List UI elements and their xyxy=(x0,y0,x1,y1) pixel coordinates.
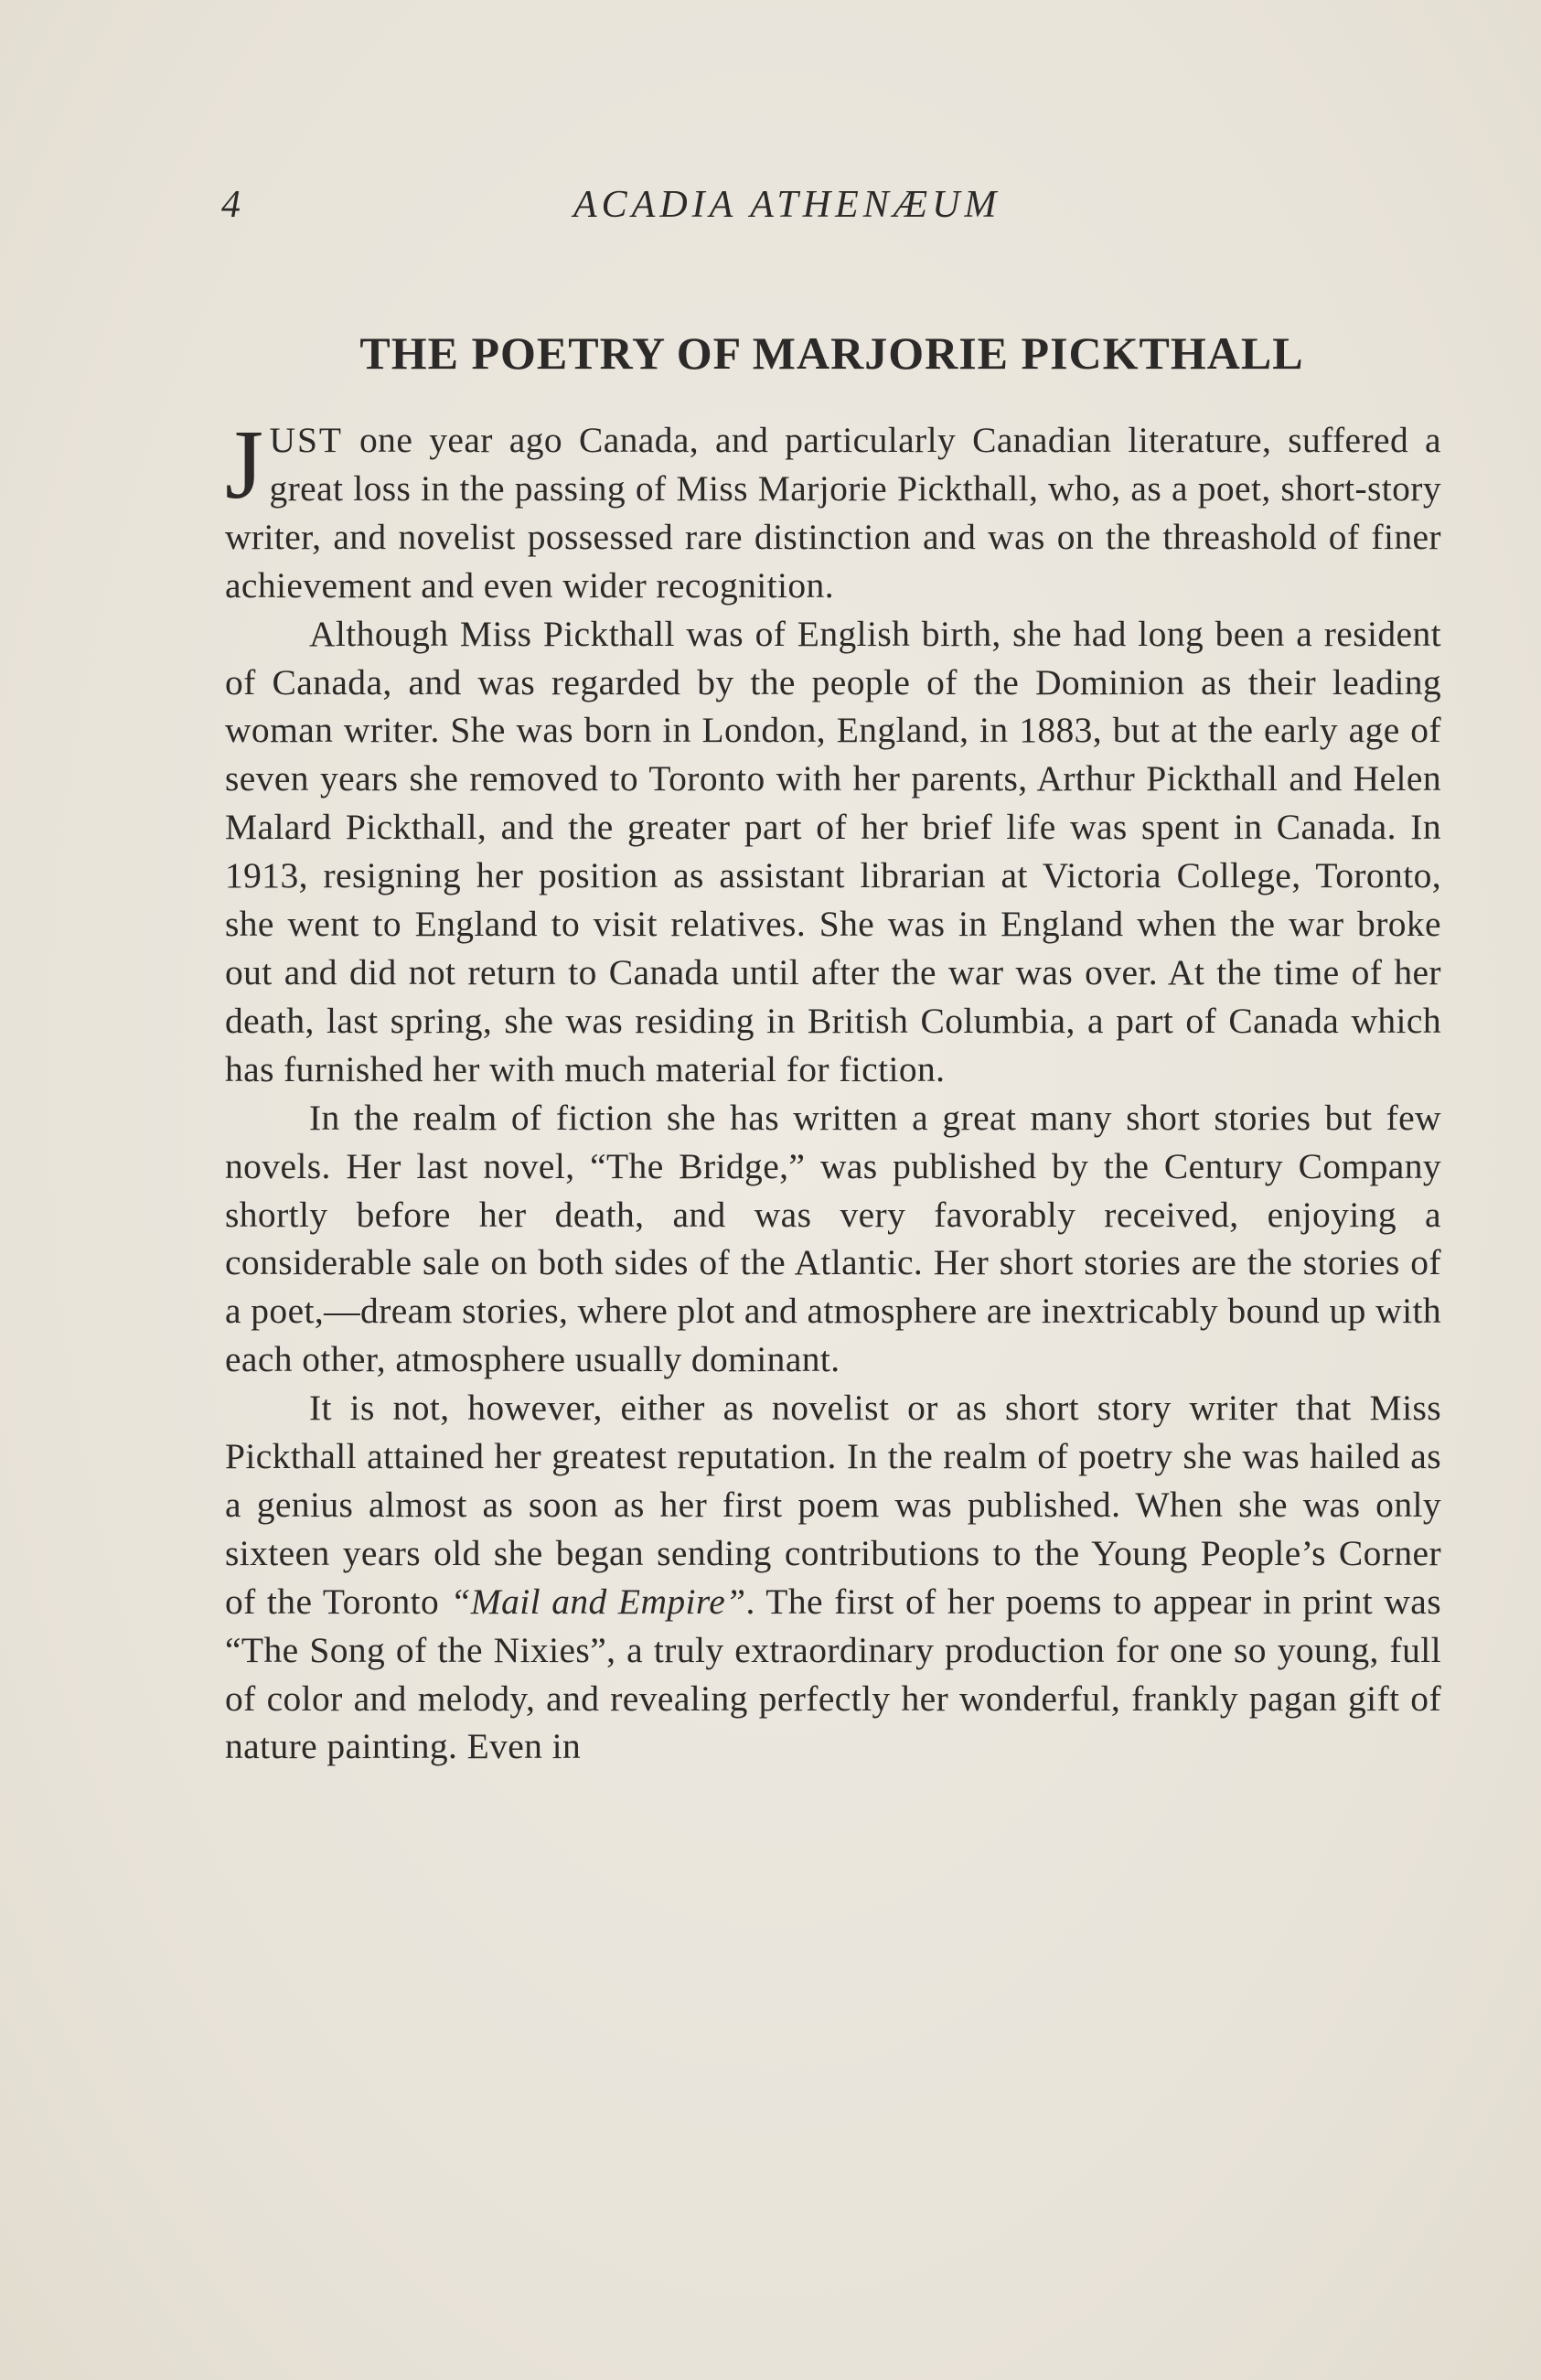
running-head xyxy=(221,183,1442,238)
journal-title: ACADIA ATHENÆUM xyxy=(573,184,1001,226)
paragraph-2: Although Miss Pickthall was of English birth, she had long been a resident of Canada, and was regarded by the people of the Dominion as their leading woman writer. She was born in London, England, in 1883, but at the early age of seven years she removed to Toronto with her parents, Arthur Pickthall and Helen Malard Pickthall, and the greater part of her brief life was spent in Canada. In 1913, resigning her position as assistant librarian at Victoria College, Toronto, she went to England to visit relatives. She was in England when the war broke out and did not return to Canada until after the war was over. At the time of her death, last spring, she was residing in British Columbia, a part of Canada which has furnished her with much material for fiction. xyxy=(225,613,1441,1089)
paragraph-1 xyxy=(225,411,1441,610)
page-number: 4 xyxy=(221,184,243,226)
opening-word: UST xyxy=(269,420,344,460)
paragraph-4 xyxy=(225,1384,1441,1771)
drop-cap: J xyxy=(225,411,264,520)
paragraph-1-text: one year ago Canada, and particularly Canadian literature, suffered a great loss in the passing of Miss Marjorie Pickthall, who, as a poet, short-story writer, and novelist possessed rare distinction and was on the threashold of finer achievement and even wider recognition. xyxy=(225,420,1441,606)
article-body xyxy=(225,411,1442,1771)
paragraph-4-text-b: . The first of her poems to appear in print was “The Song of the Nixies”, a truly extraordinary production for one so young, full of color and melody, and revealing perfectly her wonderful, frankly pagan gift of nature painting. Even in xyxy=(225,1581,1442,1767)
newspaper-title: “Mail and Empire” xyxy=(450,1581,746,1622)
paragraph-3: In the realm of fiction she has written a great many short stories but few novels. Her last novel, “The Bridge,” was published by the Century Company shortly before her death, and was very favorably received, enjoying a considerable sale on both sides of the Atlantic. Her short stories are the stories of a poet,—dream stories, where plot and atmosphere are inextricably bound up with each other, atmosphere usually dominant. xyxy=(225,1097,1441,1380)
article-title: THE POETRY OF MARJORIE PICKTHALL xyxy=(359,327,1304,379)
paragraph-4-text-a: It is not, however, either as novelist or as short story writer that Miss Pickthall attained her greatest reputation. In the realm of poetry she was hailed as a genius almost as soon as her first poem was published. When she was only sixteen years old she began sending contributions to the Young People’s Corner of the Toronto xyxy=(225,1388,1441,1622)
